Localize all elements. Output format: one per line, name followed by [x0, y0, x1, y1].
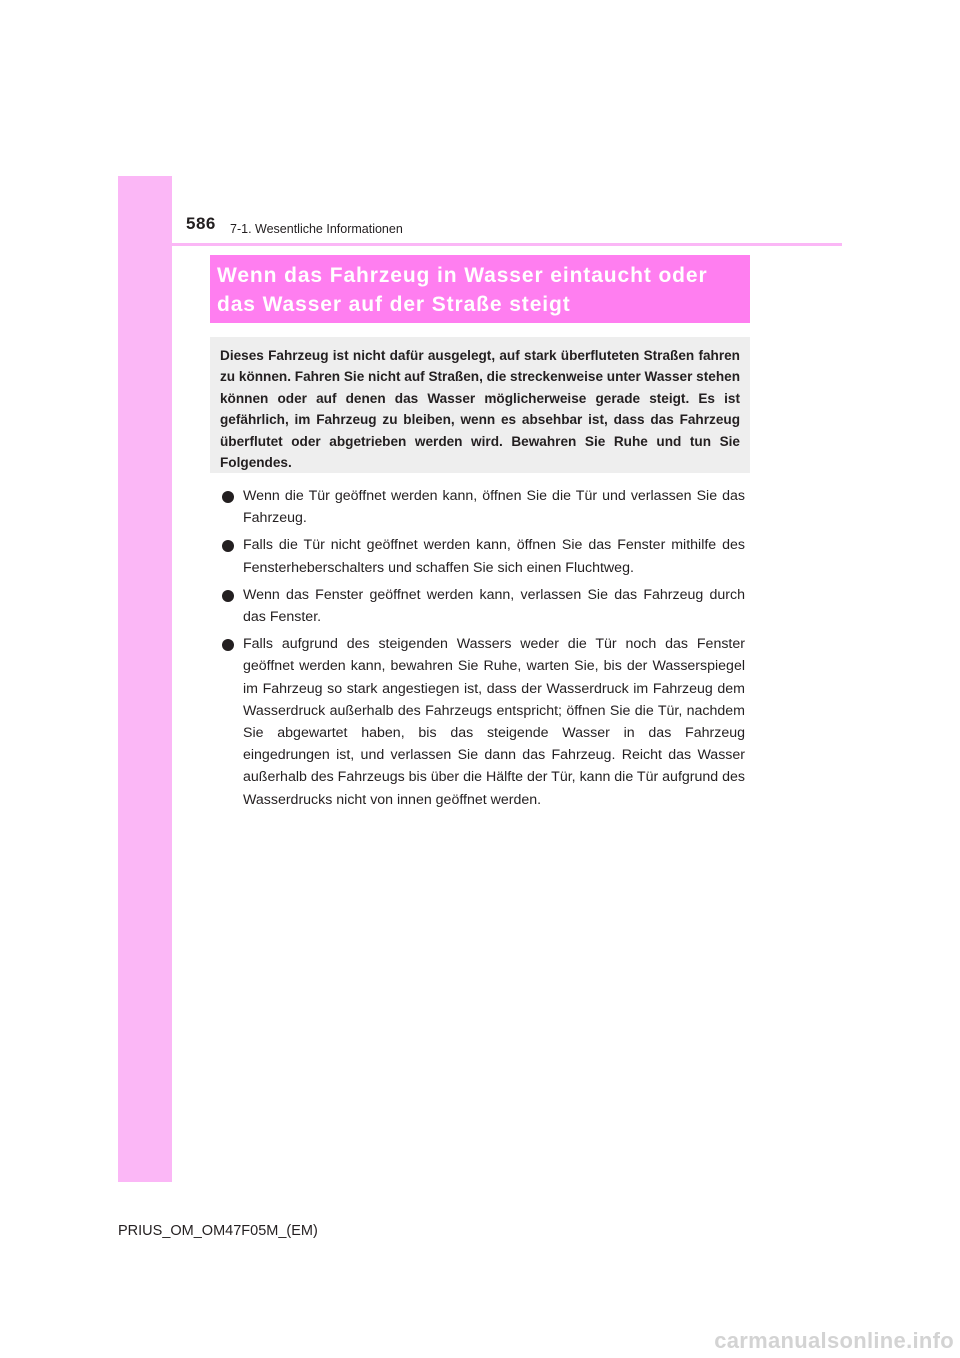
side-color-band: [118, 176, 172, 1182]
list-item: [219, 633, 745, 811]
list-item: [219, 485, 745, 529]
bullet-icon: [222, 639, 234, 651]
section-title-box: [210, 255, 750, 323]
section-title-line-1: Wenn das Fahrzeug in Wasser eintaucht oder: [217, 264, 708, 287]
list-item: [219, 584, 745, 628]
watermark: carmanualsonline.info: [714, 1328, 954, 1353]
document-code: PRIUS_OM_OM47F05M_(EM): [118, 1223, 318, 1239]
bullet-icon: [222, 540, 234, 552]
header-divider: [118, 243, 842, 246]
list-item-text: Falls die Tür nicht geöffnet werden kann, öffnen Sie das Fenster mithilfe des Fensterheberschalters und schaffen Sie sich einen Fluchtweg.: [243, 537, 745, 576]
list-item-text: Falls aufgrund des steigenden Wassers weder die Tür noch das Fenster geöffnet werden kann, bewahren Sie Ruhe, warten Sie, bis der Wasserspiegel im Fahrzeug so stark angestiegen ist, dass der Wasserdruck im Fahrzeug dem Wasserdruck außerhalb des Fahrzeugs entspricht; öffnen Sie die Tür, nachdem Sie abgewartet haben, bis das steigende Wasser in das Fahrzeug eingedrungen ist, und verlassen Sie dann das Fahrzeug. Reicht das Wasser außerhalb des Fahrzeugs bis über die Hälfte der Tür, kann die Tür aufgrund des Wasserdrucks nicht von innen geöffnet werden.: [243, 636, 745, 808]
intro-box: [210, 337, 750, 473]
section-title-line-2: das Wasser auf der Straße steigt: [217, 293, 571, 316]
bullet-icon: [222, 590, 234, 602]
list-item-text: Wenn die Tür geöffnet werden kann, öffnen Sie die Tür und verlassen Sie das Fahrzeug.: [243, 488, 745, 527]
list-item-text: Wenn das Fenster geöffnet werden kann, verlassen Sie das Fahrzeug durch das Fenster.: [243, 586, 745, 626]
section-heading: 7-1. Wesentliche Informationen: [230, 222, 403, 236]
intro-text: Dieses Fahrzeug ist nicht dafür ausgelegt, auf stark überfluteten Straßen fahren zu können. Fahren Sie nicht auf Straßen, die streckenweise unter Wasser stehen können oder auf denen das Wasser möglicherweise gerade steigt. Es ist gefährlich, im Fahrzeug zu bleiben, wenn es absehbar ist, dass das Fahrzeug überflutet oder abgetrieben werden wird. Bewahren Sie Ruhe und tun Sie Folgendes.: [220, 348, 740, 471]
page-number: 586: [186, 214, 216, 233]
instruction-list: [219, 485, 745, 816]
bullet-icon: [222, 491, 234, 503]
list-item: [219, 534, 745, 578]
